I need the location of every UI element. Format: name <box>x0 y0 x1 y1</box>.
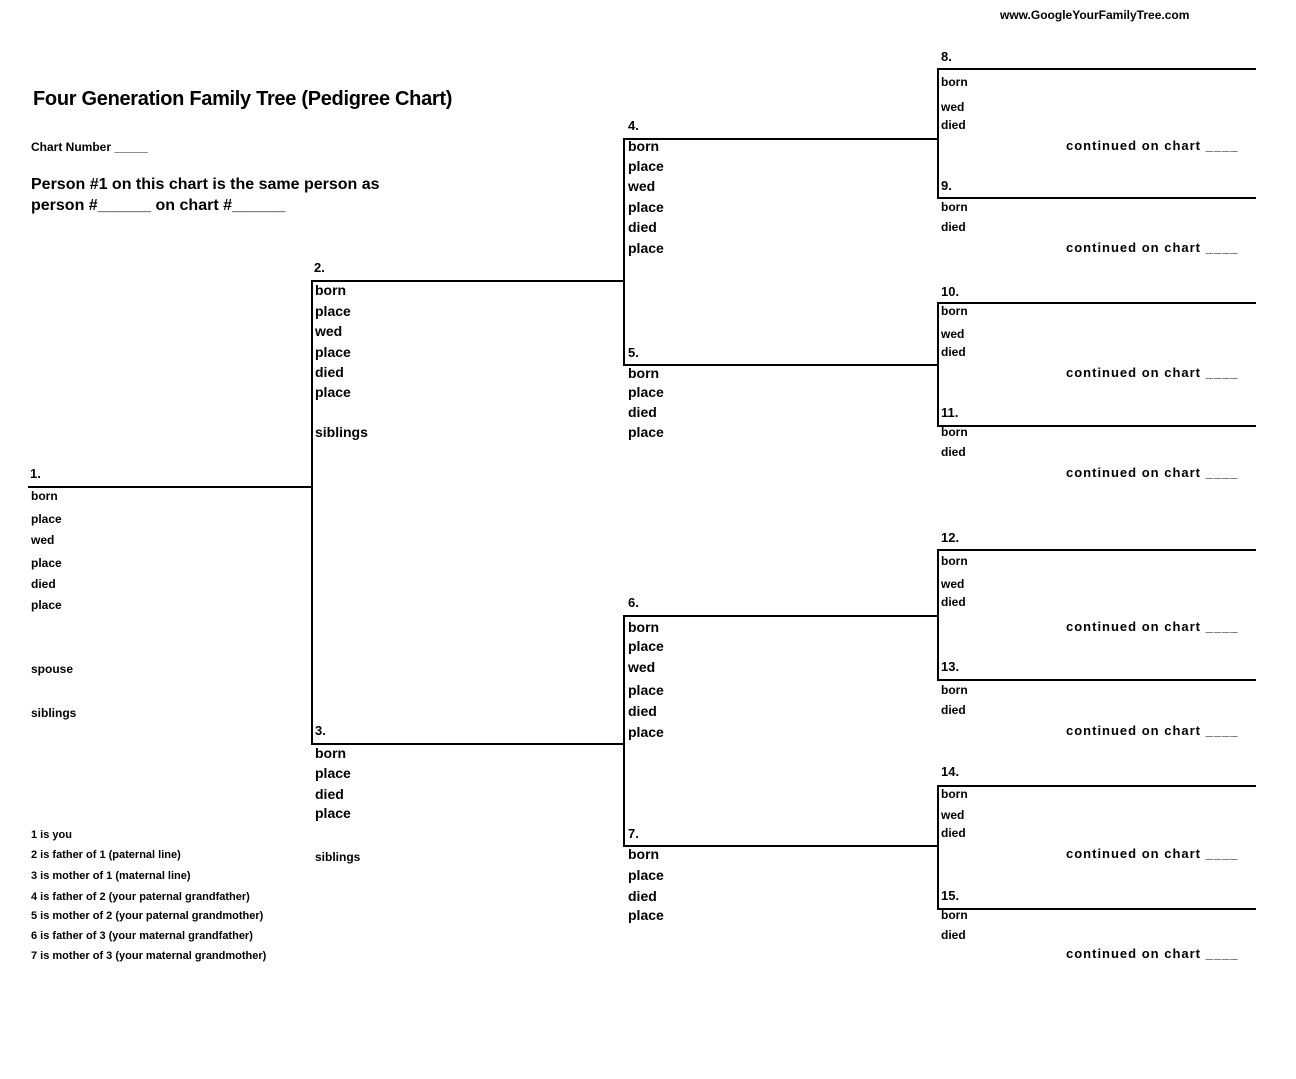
person-1-died-place: place <box>31 598 62 612</box>
person-4-died-place: place <box>628 240 664 256</box>
person-1-died: died <box>31 577 56 591</box>
person-4-died: died <box>628 219 657 235</box>
person-6-wed-place: place <box>628 682 664 698</box>
person-6-line <box>624 615 939 617</box>
legend-item-6: 6 is father of 3 (your maternal grandfather) <box>31 930 253 942</box>
person-2-died: died <box>315 364 344 380</box>
connector-2 <box>623 138 625 366</box>
person-10-died: died <box>941 345 966 359</box>
person-11-number: 11. <box>941 405 959 420</box>
person-14-number: 14. <box>941 764 960 779</box>
person-5-born: born <box>628 365 660 381</box>
person-12-line <box>938 549 1256 551</box>
person-4-born: born <box>628 138 660 154</box>
person-5-died-place: place <box>628 424 664 440</box>
person-14-died: died <box>941 826 966 840</box>
person-7-number: 7. <box>628 826 639 841</box>
person-2-line <box>312 280 625 282</box>
person-13-line <box>938 679 1256 681</box>
person-4-wed-place: place <box>628 199 664 215</box>
person-15-continued: continued on chart ____ <box>1066 946 1239 961</box>
person-11-line <box>938 425 1256 427</box>
person-12-wed: wed <box>941 577 965 591</box>
person-9-born: born <box>941 200 968 214</box>
person-10-born: born <box>941 304 968 318</box>
person-13-continued: continued on chart ____ <box>1066 723 1239 738</box>
person-6-died: died <box>628 703 657 719</box>
person-11-died: died <box>941 445 966 459</box>
person-1-wed: wed <box>31 533 55 547</box>
person-8-wed: wed <box>941 100 965 114</box>
person-3-died: died <box>315 786 344 802</box>
person-1-born: born <box>31 489 58 503</box>
person-4-number: 4. <box>628 118 639 133</box>
person-13-died: died <box>941 703 966 717</box>
person-2-wed: wed <box>315 323 343 339</box>
person-8-line <box>938 68 1256 70</box>
person-10-wed: wed <box>941 327 965 341</box>
person-2-siblings: siblings <box>315 424 368 440</box>
person-7-died-place: place <box>628 907 664 923</box>
person-7-born: born <box>628 846 660 862</box>
person-12-born: born <box>941 554 968 568</box>
legend-item-1: 1 is you <box>31 829 72 841</box>
person-8-continued: continued on chart ____ <box>1066 138 1239 153</box>
person-8-number: 8. <box>941 49 952 64</box>
connector-7 <box>937 785 939 910</box>
person-2-place: place <box>315 303 351 319</box>
person-15-died: died <box>941 928 966 942</box>
person-2-born: born <box>315 282 347 298</box>
person-4-place: place <box>628 158 664 174</box>
person-11-continued: continued on chart ____ <box>1066 465 1239 480</box>
person-9-continued: continued on chart ____ <box>1066 240 1239 255</box>
person-14-continued: continued on chart ____ <box>1066 846 1239 861</box>
same-person-line-2: person #______ on chart #______ <box>31 197 286 214</box>
person-1-line <box>28 486 312 488</box>
person-12-continued: continued on chart ____ <box>1066 619 1239 634</box>
person-14-wed: wed <box>941 808 965 822</box>
person-4-line <box>624 138 939 140</box>
person-1-siblings: siblings <box>31 706 77 720</box>
person-12-number: 12. <box>941 530 960 545</box>
person-3-line <box>312 743 625 745</box>
connector-6 <box>937 549 939 681</box>
person-8-died: died <box>941 118 966 132</box>
same-person-line-1: Person #1 on this chart is the same person as <box>31 176 380 193</box>
person-2-number: 2. <box>314 260 325 275</box>
website-url: www.GoogleYourFamilyTree.com <box>1000 8 1190 22</box>
person-6-died-place: place <box>628 724 664 740</box>
person-4-wed: wed <box>628 178 656 194</box>
person-9-line <box>938 197 1256 199</box>
person-7-place: place <box>628 867 664 883</box>
connector-3 <box>623 615 625 847</box>
person-9-number: 9. <box>941 178 952 193</box>
person-5-died: died <box>628 404 657 420</box>
page-title: Four Generation Family Tree (Pedigree Chart) <box>33 88 453 110</box>
person-6-place: place <box>628 638 664 654</box>
person-12-died: died <box>941 595 966 609</box>
person-13-born: born <box>941 683 968 697</box>
person-7-line <box>624 845 939 847</box>
person-3-siblings: siblings <box>315 850 361 864</box>
person-1-place: place <box>31 512 62 526</box>
legend-item-5: 5 is mother of 2 (your paternal grandmother) <box>31 910 264 922</box>
person-10-continued: continued on chart ____ <box>1066 365 1239 380</box>
person-5-line <box>624 364 939 366</box>
legend-item-3: 3 is mother of 1 (maternal line) <box>31 870 191 882</box>
person-2-died-place: place <box>315 384 351 400</box>
person-8-born: born <box>941 75 968 89</box>
person-3-place: place <box>315 765 351 781</box>
person-1-number: 1. <box>30 466 41 481</box>
person-6-born: born <box>628 619 660 635</box>
person-5-number: 5. <box>628 345 639 360</box>
person-7-died: died <box>628 888 657 904</box>
person-6-wed: wed <box>628 659 656 675</box>
legend-item-2: 2 is father of 1 (paternal line) <box>31 849 181 861</box>
person-10-line <box>938 302 1256 304</box>
person-14-born: born <box>941 787 968 801</box>
person-3-born: born <box>315 745 347 761</box>
person-15-born: born <box>941 908 968 922</box>
chart-number-field: Chart Number _____ <box>31 140 148 154</box>
person-1-spouse: spouse <box>31 662 74 676</box>
connector-1 <box>311 280 313 745</box>
person-6-number: 6. <box>628 595 639 610</box>
person-1-wed-place: place <box>31 556 62 570</box>
person-9-died: died <box>941 220 966 234</box>
person-14-line <box>938 785 1256 787</box>
person-15-line <box>938 908 1256 910</box>
connector-4 <box>937 68 939 199</box>
person-3-died-place: place <box>315 805 351 821</box>
person-13-number: 13. <box>941 659 960 674</box>
legend-item-7: 7 is mother of 3 (your maternal grandmother) <box>31 950 267 962</box>
person-10-number: 10. <box>941 284 960 299</box>
legend-item-4: 4 is father of 2 (your paternal grandfather) <box>31 891 250 903</box>
person-15-number: 15. <box>941 888 960 903</box>
connector-5 <box>937 302 939 427</box>
person-5-place: place <box>628 384 664 400</box>
person-11-born: born <box>941 425 968 439</box>
person-2-wed-place: place <box>315 344 351 360</box>
person-3-number: 3. <box>315 723 326 738</box>
